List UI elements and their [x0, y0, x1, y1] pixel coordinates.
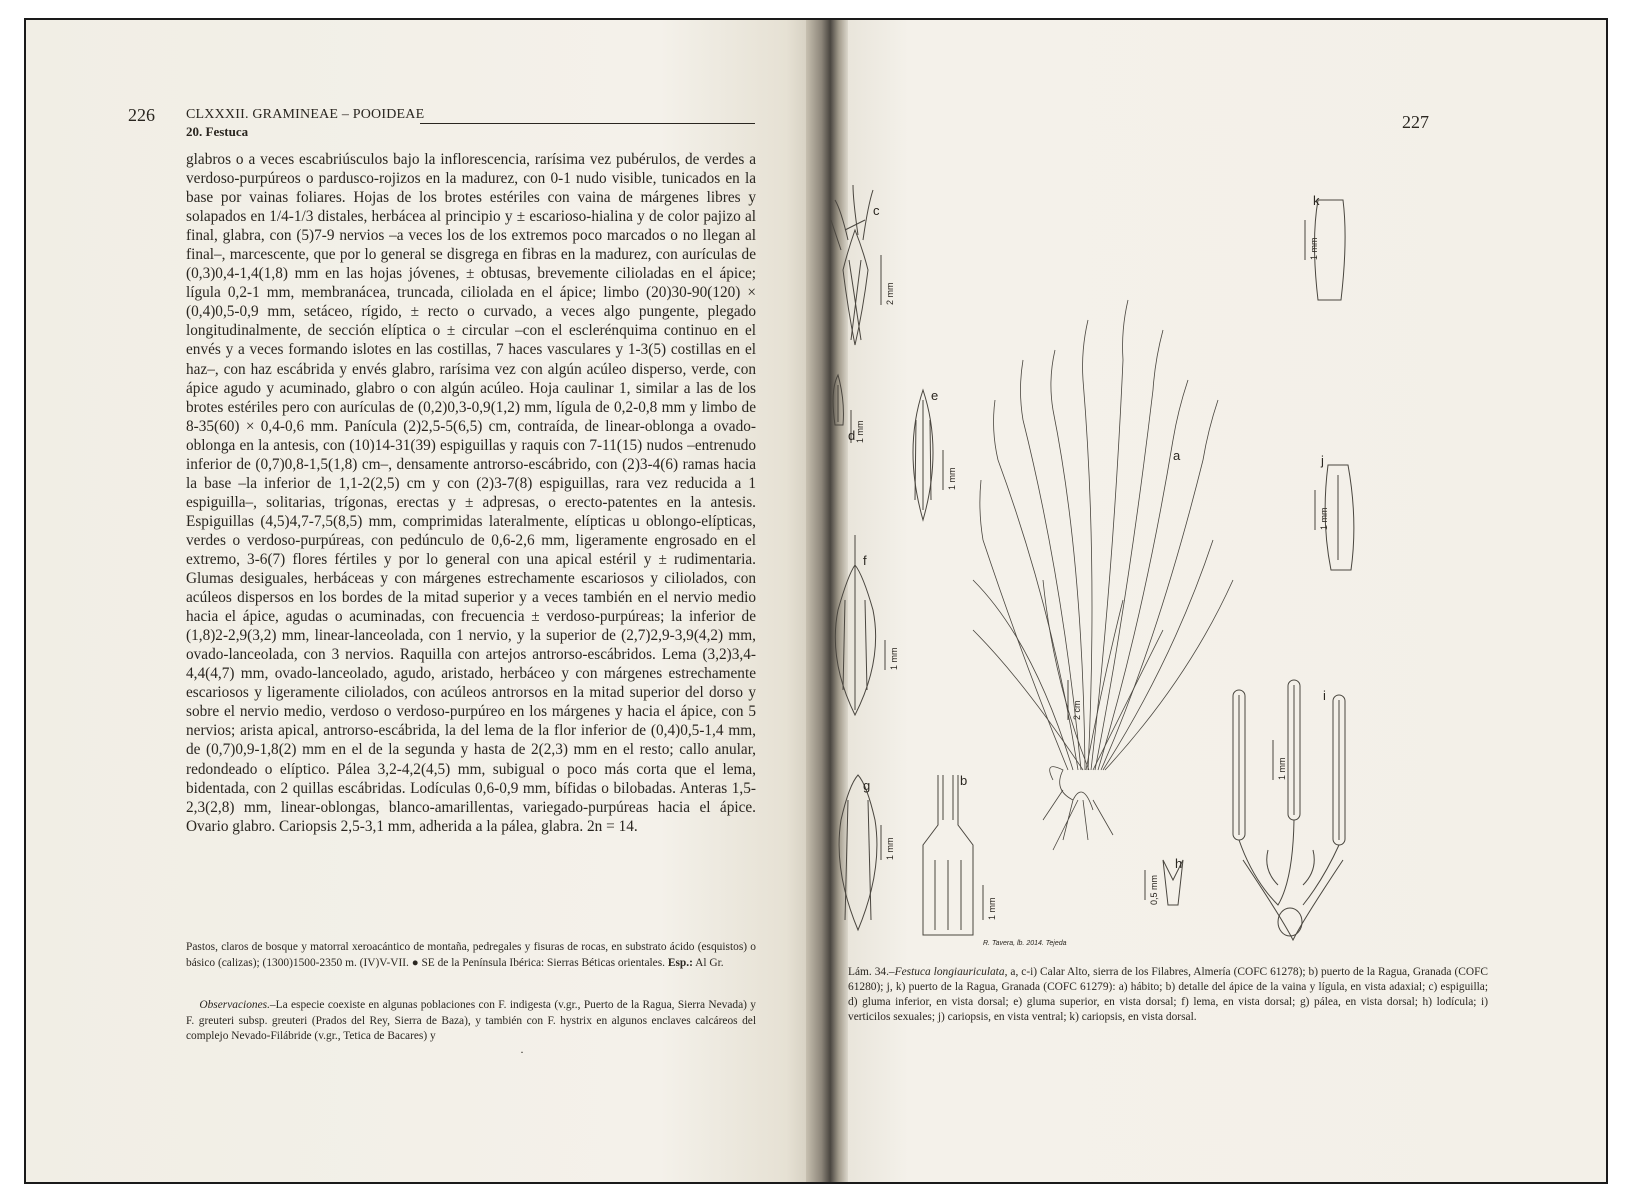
figure-k-caryopsis — [1315, 200, 1346, 300]
observations-text: –La especie coexiste en algunas poblaciones con F. indigesta (v.gr., Puerto de la Ragua, Sierra Nevada) y F. greuteri subsp. greuteri (Prados del Rey, Sierra de Baza), y también con F. hystrix en algunos enclaves calcáreos del complejo Nevado-Filábride (v.gr., Tetica de Bacares) y — [186, 999, 756, 1042]
scale-label-f: 1 mm — [889, 647, 899, 670]
scale-label-c: 2 mm — [885, 282, 895, 305]
scale-label-h: 0,5 mm — [1149, 874, 1159, 905]
figure-i-sexual-verticils — [1233, 680, 1345, 940]
scale-label-j: 1 mm — [1319, 507, 1329, 530]
caption-species: Festuca longiauriculata — [894, 966, 1005, 978]
plate-caption — [848, 965, 1488, 1025]
figure-label-e: e — [931, 388, 939, 403]
caption-text: , a, c-i) Calar Alto, sierra de los Filabres, Almería (COFC 61278); b) puerto de la Ragua, Granada (COFC 61280); j, k) puerto de la Ragua, Granada (COFC 61279): a) hábito; b) detalle del ápice de la vaina y lígula, en vista adaxial; c) espiguilla; d) gluma inferior, en vista dorsal; e) gluma superior, en vista dorsal; f) lema, en vista dorsal; g) pálea, en vista dorsal; h) lodícula; i) verticilos sexuales; j) cariopsis, en vista ventral; k) cariopsis, en vista dorsal. — [848, 966, 1488, 1023]
scale-label-a: 2 cm — [1072, 700, 1082, 720]
observations-label: Observaciones. — [199, 999, 270, 1011]
figure-b-sheath-detail — [923, 775, 973, 935]
figure-label-f: f — [863, 553, 867, 568]
figure-label-c: c — [873, 203, 880, 218]
figure-label-a: a — [1173, 448, 1181, 463]
botanical-plate — [823, 160, 1558, 950]
figure-j-caryopsis — [1325, 465, 1354, 570]
header-rule — [420, 123, 755, 124]
scale-label-i: 1 mm — [1277, 757, 1287, 780]
figure-label-i: i — [1323, 688, 1326, 703]
figure-a-habit — [973, 300, 1233, 850]
figure-c-spikelet — [831, 185, 873, 345]
illustrator-signature: R. Tavera, lb. 2014. Tejeda — [983, 940, 1067, 947]
scale-label-g: 1 mm — [885, 837, 895, 860]
genus-heading: 20. Festuca — [186, 124, 249, 139]
page-number-left: 226 — [128, 105, 155, 125]
figure-label-j: j — [1321, 453, 1324, 468]
running-head: CLXXXII. GRAMINEAE – POOIDEAE — [186, 107, 425, 122]
bottom-mark: · — [520, 1045, 524, 1059]
scale-label-d: 1 mm — [855, 420, 865, 443]
caption-prefix: Lám. 34.– — [848, 966, 895, 978]
habitat-esp-label: Esp.: — [667, 956, 693, 969]
scale-label-k: 1 mm — [1309, 237, 1319, 260]
figure-g-palea — [839, 775, 877, 930]
scale-label-b: 1 mm — [987, 897, 997, 920]
figure-label-d: d — [848, 428, 856, 443]
scale-label-e: 1 mm — [947, 467, 957, 490]
figure-label-g: g — [863, 778, 871, 793]
observations-note — [186, 998, 756, 1045]
habitat-note — [186, 940, 756, 971]
habitat-esp-value: Al Gr. — [695, 956, 724, 969]
page-number-right: 227 — [1402, 112, 1429, 132]
figure-label-b: b — [960, 773, 968, 788]
figure-label-k: k — [1313, 193, 1320, 208]
habitat-text: Pastos, claros de bosque y matorral xeroacántico de montaña, pedregales y fisuras de rocas, en substrato ácido (esquistos) o básico (calizas); (1300)1500-2350 m. (IV)V-VII. ● SE de la Península Ibérica: Sierras Béticas orientales. — [186, 941, 756, 969]
figure-label-h: h — [1175, 856, 1183, 871]
description-paragraph: glabros o a veces escabriúsculos bajo la inflorescencia, rarísima vez pubérulos, de verdes a verdoso-purpúreos o pardusco-rojizos en la madurez, con 0-1 nudo visible, tunicados en la base por vainas foliares. Hojas de los brotes estériles con vaina de márgenes libres y solapados en 1/4-1/3 distales, herbácea al principio y ± escarioso-hialina y de color pajizo al final, glabra, con (5)7-9 nervios –a veces los de los extremos poco marcados o no llegan al final–, marcescente, que por lo general se disgrega en fibras en la madurez, con aurículas de (0,3)0,4-1,4(1,8) mm en las hojas jóvenes, ± obtusas, brevemente cilioladas en el ápice; lígula 0,2-1 mm, membranácea, truncada, ciliolada en el ápice; limbo (20)30-90(120) × (0,4)0,5-0,9 mm, setáceo, rígido, ± recto o curvado, a veces algo pungente, plegado longitudinalmente, de sección elíptica o ± circular –con el esclerénquima continuo en el envés y a veces formando islotes en las costillas, 7 haces vasculares y 1-3(5) costillas en el haz–, con haz escábrida y envés glabro, rarísima vez con algún acúleo disperso, verde, con ápice agudo y acuminado, glabro o con algún acúleo. Hoja caulinar 1, similar a las de los brotes estériles pero con aurículas de (0,2)0,3-0,9(1,2) mm, lígula de 0,2-0,8 mm y limbo de 8-35(60) × 0,4-0,6 mm. Panícula (2)2,5-5(6,5) cm, contraída, de linear-oblonga a ovado-oblonga en la antesis, con (10)14-31(39) espiguillas y raquis con 7-11(15) nudos –entrenudo inferior de (0,7)0,8-1,5(1,8) cm–, densamente antrorso-escábrido, con (2)3-4(6) ramas hacia la base –la inferior de 1,1-2(2,5) cm y con (2)3-7(8) espiguillas, rara vez reducida a 1 espiguilla–, solitarias, trígonas, erectas y ± adpresas, o erecto-patentes en la antesis. Espiguillas (4,5)4,7-7,5(8,5) mm, comprimidas lateralmente, elípticas u oblongo-elípticas, verdes o verdoso-purpúreas, con pedúnculo de 0,6-2,6 mm, ligeramente engrosado en el extremo, 3-6(7) flores fértiles y por lo general con una apical estéril y ± rudimentaria. Glumas desiguales, herbáceas y con márgenes estrechamente escariosos y ciliolados, con acúleos dispersos en los bordes de la mitad superior y a veces también en el nervio medio hacia el ápice, agudas o acuminadas, con frecuencia ± verdoso-purpúreas; la inferior de (1,8)2-2,9(3,2) mm, linear-lanceolada, con 1 nervio, y la superior de (2,7)2,9-3,9(4,2) mm, ovado-lanceolada, con 3 nervios. Raquilla con artejos antrorso-escábridos. Lema (3,2)3,4-4,4(4,7) mm, ovado-lanceolado, agudo, aristado, herbáceo y con márgenes estrechamente escariosos y ligeramente ciliolados, con acúleos antrorsos en la mitad superior del dorso y sobre el nervio medio, verdoso o verdoso-purpúreo en los márgenes y hacia el ápice, con 5 nervios; arista apical, antrorso-escábrida, la del lema de la flor inferior de (0,4)0,5-1,4 mm, de (0,7)0,9-1,8(2) mm en el de la segunda y hasta de 2(2,3) mm en el resto; callo anular, redondeado o elíptico. Pálea 3,2-4,2(4,5) mm, subigual o poco más corta que el lema, bidentada, con 2 quillas escábridas. Lodículas 0,6-0,9 mm, bífidas o bilobadas. Anteras 1,5-2,3(2,8) mm, linear-oblongas, blanco-amarillentas, variegado-purpúreas hacia el ápice. Ovario glabro. Cariopsis 2,5-3,1 mm, adherida a la pálea, glabra. 2n = 14. — [186, 151, 756, 835]
figure-f-lemma — [835, 535, 875, 715]
species-description — [186, 150, 756, 836]
